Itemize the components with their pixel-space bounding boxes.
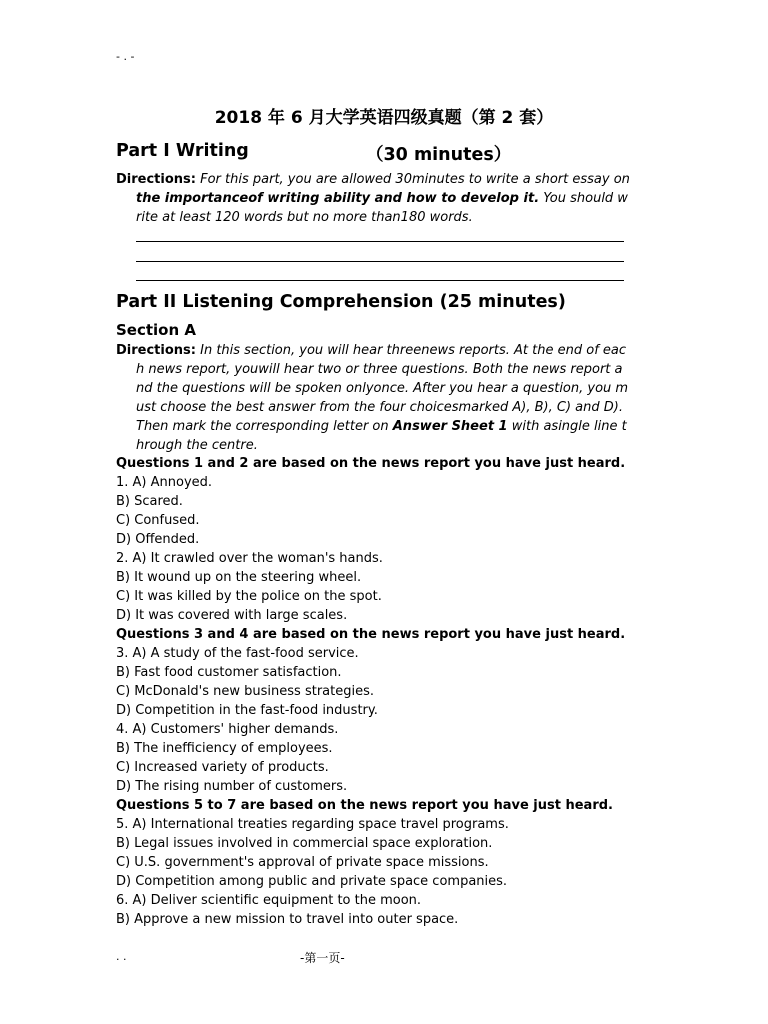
directions-text: In this section, you will hear threenews reports. At the end of eac xyxy=(195,343,627,358)
part2-heading: Part II Listening Comprehension (25 minutes) xyxy=(116,292,566,312)
answer-option: D) Competition among public and private space companies. xyxy=(116,874,508,889)
answer-option: B) Approve a new mission to travel into outer space. xyxy=(116,912,459,927)
page-header-marks: - . - xyxy=(116,50,135,63)
answer-option: D) It was covered with large scales. xyxy=(116,608,348,623)
directions-label: Directions: xyxy=(116,343,196,358)
page-number: -第一页- xyxy=(300,951,345,965)
answer-option: C) Increased variety of products. xyxy=(116,760,329,775)
writing-line xyxy=(136,280,624,281)
answer-option: C) U.S. government's approval of private space missions. xyxy=(116,855,489,870)
part1-time: （30 minutes） xyxy=(366,145,512,165)
answer-option: C) Confused. xyxy=(116,513,200,528)
answer-option: D) The rising number of customers. xyxy=(116,779,348,794)
section-a-heading: Section A xyxy=(116,321,196,339)
part2-directions xyxy=(116,341,656,455)
answer-option: 6. A) Deliver scientific equipment to the moon. xyxy=(116,893,422,908)
answer-option: 3. A) A study of the fast-food service. xyxy=(116,646,359,661)
document-title: 2018 年 6 月大学英语四级真题（第 2 套） xyxy=(214,108,554,128)
answer-option: C) McDonald's new business strategies. xyxy=(116,684,374,699)
question-list xyxy=(116,454,676,929)
directions-text: rite at least 120 words but no more than180 words. xyxy=(136,210,473,225)
answer-option: B) The inefficiency of employees. xyxy=(116,741,333,756)
question-group-heading: Questions 1 and 2 are based on the news report you have just heard. xyxy=(116,456,626,471)
answer-option: C) It was killed by the police on the spot. xyxy=(116,589,382,604)
question-group-heading: Questions 3 and 4 are based on the news report you have just heard. xyxy=(116,627,626,642)
page-footer-marks: . . xyxy=(116,950,127,963)
answer-option: B) It wound up on the steering wheel. xyxy=(116,570,362,585)
writing-line xyxy=(136,261,624,262)
answer-option: 2. A) It crawled over the woman's hands. xyxy=(116,551,383,566)
directions-text: h news report, youwill hear two or three questions. Both the news report a xyxy=(136,362,623,377)
directions-label: Directions: xyxy=(116,172,196,187)
answer-sheet-ref: Answer Sheet 1 xyxy=(392,419,508,434)
directions-text: Then mark the corresponding letter on xyxy=(136,419,393,434)
answer-option: 5. A) International treaties regarding space travel programs. xyxy=(116,817,509,832)
writing-line xyxy=(136,241,624,242)
directions-text: with asingle line t xyxy=(507,419,627,434)
directions-text: nd the questions will be spoken onlyonce. After you hear a question, you m xyxy=(136,381,629,396)
part1-directions xyxy=(116,170,676,227)
answer-option: D) Offended. xyxy=(116,532,200,547)
question-group-heading: Questions 5 to 7 are based on the news report you have just heard. xyxy=(116,798,613,813)
answer-option: B) Fast food customer satisfaction. xyxy=(116,665,342,680)
directions-text: ust choose the best answer from the four choicesmarked A), B), C) and D). xyxy=(136,400,623,415)
part1-heading: Part I Writing xyxy=(116,141,249,161)
directions-text: hrough the centre. xyxy=(136,438,258,453)
directions-text: For this part, you are allowed 30minutes to write a short essay on xyxy=(195,172,630,187)
answer-option: B) Scared. xyxy=(116,494,183,509)
answer-option: 4. A) Customers' higher demands. xyxy=(116,722,339,737)
answer-option: 1. A) Annoyed. xyxy=(116,475,213,490)
answer-option: B) Legal issues involved in commercial space exploration. xyxy=(116,836,493,851)
answer-option: D) Competition in the fast-food industry. xyxy=(116,703,378,718)
directions-text: You should w xyxy=(539,191,628,206)
essay-topic: the importanceof writing ability and how to develop it. xyxy=(136,191,540,206)
